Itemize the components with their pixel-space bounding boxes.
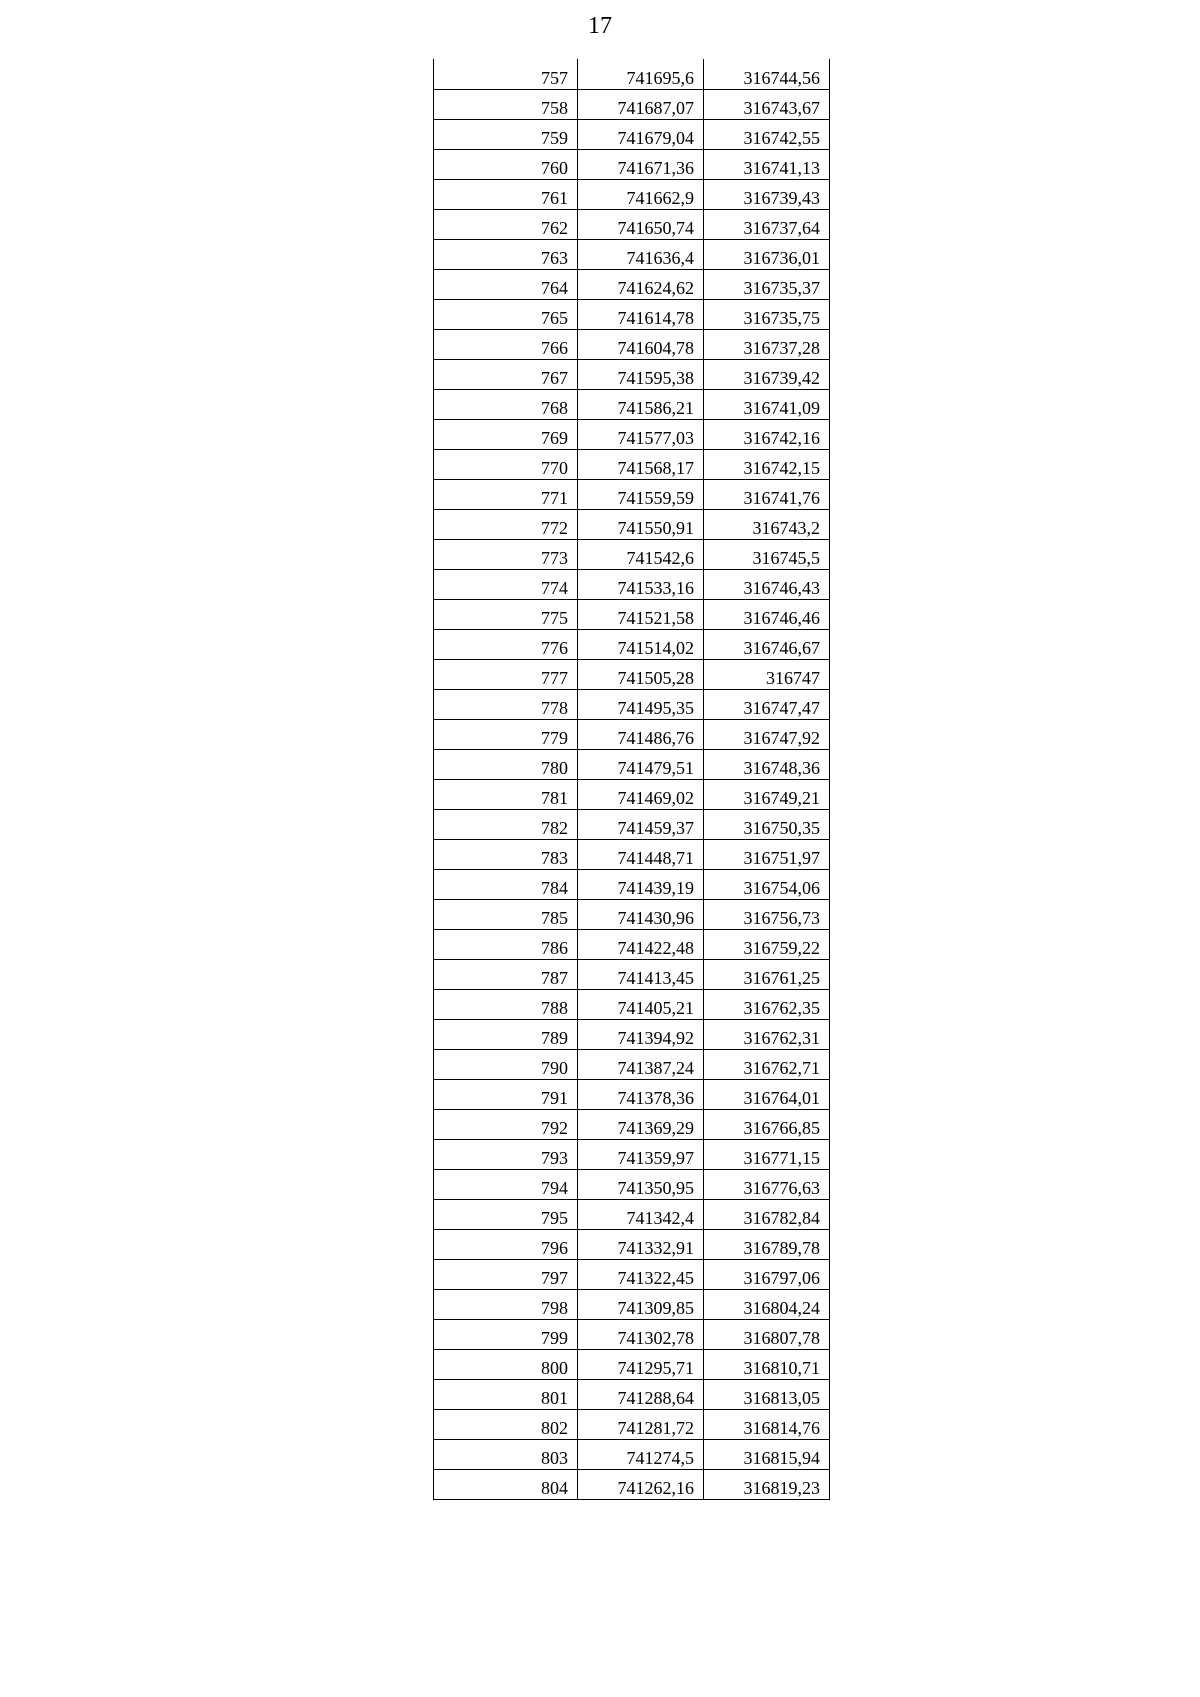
y-coordinate-cell: 316749,21: [704, 779, 830, 809]
point-number-cell: 758: [434, 89, 578, 119]
point-number-cell: 764: [434, 269, 578, 299]
table-row: [434, 779, 830, 809]
y-coordinate-cell: 316819,23: [704, 1469, 830, 1499]
y-coordinate-cell: 316747,47: [704, 689, 830, 719]
point-number-cell: 785: [434, 899, 578, 929]
point-number-cell: 775: [434, 599, 578, 629]
x-coordinate-cell: 741495,35: [578, 689, 704, 719]
point-number-cell: 801: [434, 1379, 578, 1409]
point-number-cell: 781: [434, 779, 578, 809]
x-coordinate-cell: 741624,62: [578, 269, 704, 299]
table-row: [434, 389, 830, 419]
y-coordinate-cell: 316762,31: [704, 1019, 830, 1049]
y-coordinate-cell: 316750,35: [704, 809, 830, 839]
y-coordinate-cell: 316735,75: [704, 299, 830, 329]
table-row: [434, 1379, 830, 1409]
x-coordinate-cell: 741521,58: [578, 599, 704, 629]
table-row: [434, 1049, 830, 1079]
y-coordinate-cell: 316813,05: [704, 1379, 830, 1409]
x-coordinate-cell: 741322,45: [578, 1259, 704, 1289]
table-row: [434, 1079, 830, 1109]
point-number-cell: 802: [434, 1409, 578, 1439]
table-row: [434, 479, 830, 509]
x-coordinate-cell: 741332,91: [578, 1229, 704, 1259]
table-row: [434, 569, 830, 599]
x-coordinate-cell: 741469,02: [578, 779, 704, 809]
point-number-cell: 778: [434, 689, 578, 719]
point-number-cell: 759: [434, 119, 578, 149]
table-row: [434, 1109, 830, 1139]
x-coordinate-cell: 741422,48: [578, 929, 704, 959]
table-row: [434, 539, 830, 569]
y-coordinate-cell: 316815,94: [704, 1439, 830, 1469]
y-coordinate-cell: 316742,15: [704, 449, 830, 479]
point-number-cell: 796: [434, 1229, 578, 1259]
point-number-cell: 788: [434, 989, 578, 1019]
point-number-cell: 770: [434, 449, 578, 479]
point-number-cell: 790: [434, 1049, 578, 1079]
point-number-cell: 794: [434, 1169, 578, 1199]
x-coordinate-cell: 741614,78: [578, 299, 704, 329]
y-coordinate-cell: 316741,76: [704, 479, 830, 509]
x-coordinate-cell: 741413,45: [578, 959, 704, 989]
table-row: [434, 869, 830, 899]
y-coordinate-cell: 316741,13: [704, 149, 830, 179]
point-number-cell: 800: [434, 1349, 578, 1379]
y-coordinate-cell: 316748,36: [704, 749, 830, 779]
table-row: [434, 269, 830, 299]
x-coordinate-cell: 741550,91: [578, 509, 704, 539]
y-coordinate-cell: 316810,71: [704, 1349, 830, 1379]
point-number-cell: 786: [434, 929, 578, 959]
x-coordinate-cell: 741405,21: [578, 989, 704, 1019]
table-row: [434, 89, 830, 119]
y-coordinate-cell: 316804,24: [704, 1289, 830, 1319]
point-number-cell: 795: [434, 1199, 578, 1229]
table-row: [434, 449, 830, 479]
x-coordinate-cell: 741359,97: [578, 1139, 704, 1169]
point-number-cell: 791: [434, 1079, 578, 1109]
y-coordinate-cell: 316746,67: [704, 629, 830, 659]
y-coordinate-cell: 316764,01: [704, 1079, 830, 1109]
y-coordinate-cell: 316743,2: [704, 509, 830, 539]
table-row: [434, 1199, 830, 1229]
point-number-cell: 774: [434, 569, 578, 599]
x-coordinate-cell: 741636,4: [578, 239, 704, 269]
table-row: [434, 959, 830, 989]
table-row: [434, 689, 830, 719]
table-row: [434, 209, 830, 239]
y-coordinate-cell: 316762,35: [704, 989, 830, 1019]
point-number-cell: 766: [434, 329, 578, 359]
y-coordinate-cell: 316807,78: [704, 1319, 830, 1349]
y-coordinate-cell: 316743,67: [704, 89, 830, 119]
point-number-cell: 784: [434, 869, 578, 899]
x-coordinate-cell: 741288,64: [578, 1379, 704, 1409]
table-row: [434, 1019, 830, 1049]
table-row: [434, 299, 830, 329]
point-number-cell: 768: [434, 389, 578, 419]
table-row: [434, 599, 830, 629]
table-row: [434, 1319, 830, 1349]
table-row: [434, 1469, 830, 1499]
table-row: [434, 149, 830, 179]
x-coordinate-cell: 741568,17: [578, 449, 704, 479]
x-coordinate-cell: 741586,21: [578, 389, 704, 419]
y-coordinate-cell: 316742,16: [704, 419, 830, 449]
point-number-cell: 804: [434, 1469, 578, 1499]
table-row: [434, 239, 830, 269]
table-row: [434, 179, 830, 209]
point-number-cell: 763: [434, 239, 578, 269]
table-row: [434, 989, 830, 1019]
y-coordinate-cell: 316761,25: [704, 959, 830, 989]
x-coordinate-cell: 741650,74: [578, 209, 704, 239]
point-number-cell: 792: [434, 1109, 578, 1139]
point-number-cell: 769: [434, 419, 578, 449]
y-coordinate-cell: 316759,22: [704, 929, 830, 959]
y-coordinate-cell: 316742,55: [704, 119, 830, 149]
x-coordinate-cell: 741486,76: [578, 719, 704, 749]
y-coordinate-cell: 316776,63: [704, 1169, 830, 1199]
table-row: [434, 929, 830, 959]
point-number-cell: 787: [434, 959, 578, 989]
x-coordinate-cell: 741295,71: [578, 1349, 704, 1379]
table-row: [434, 59, 830, 89]
y-coordinate-cell: 316746,46: [704, 599, 830, 629]
table-row: [434, 359, 830, 389]
point-number-cell: 773: [434, 539, 578, 569]
coordinates-table: [433, 59, 830, 1500]
x-coordinate-cell: 741505,28: [578, 659, 704, 689]
point-number-cell: 777: [434, 659, 578, 689]
x-coordinate-cell: 741679,04: [578, 119, 704, 149]
table-row: [434, 749, 830, 779]
x-coordinate-cell: 741671,36: [578, 149, 704, 179]
x-coordinate-cell: 741262,16: [578, 1469, 704, 1499]
point-number-cell: 761: [434, 179, 578, 209]
y-coordinate-cell: 316814,76: [704, 1409, 830, 1439]
y-coordinate-cell: 316736,01: [704, 239, 830, 269]
table-row: [434, 1409, 830, 1439]
table-row: [434, 329, 830, 359]
x-coordinate-cell: 741369,29: [578, 1109, 704, 1139]
x-coordinate-cell: 741378,36: [578, 1079, 704, 1109]
x-coordinate-cell: 741533,16: [578, 569, 704, 599]
point-number-cell: 776: [434, 629, 578, 659]
coordinates-table-body: [434, 59, 830, 1499]
x-coordinate-cell: 741542,6: [578, 539, 704, 569]
x-coordinate-cell: 741448,71: [578, 839, 704, 869]
table-row: [434, 509, 830, 539]
x-coordinate-cell: 741274,5: [578, 1439, 704, 1469]
x-coordinate-cell: 741394,92: [578, 1019, 704, 1049]
y-coordinate-cell: 316744,56: [704, 59, 830, 89]
table-row: [434, 1169, 830, 1199]
point-number-cell: 782: [434, 809, 578, 839]
y-coordinate-cell: 316735,37: [704, 269, 830, 299]
x-coordinate-cell: 741559,59: [578, 479, 704, 509]
point-number-cell: 803: [434, 1439, 578, 1469]
x-coordinate-cell: 741350,95: [578, 1169, 704, 1199]
table-row: [434, 1439, 830, 1469]
table-row: [434, 1289, 830, 1319]
y-coordinate-cell: 316747: [704, 659, 830, 689]
y-coordinate-cell: 316789,78: [704, 1229, 830, 1259]
y-coordinate-cell: 316762,71: [704, 1049, 830, 1079]
x-coordinate-cell: 741342,4: [578, 1199, 704, 1229]
x-coordinate-cell: 741662,9: [578, 179, 704, 209]
x-coordinate-cell: 741577,03: [578, 419, 704, 449]
table-row: [434, 1349, 830, 1379]
table-row: [434, 1139, 830, 1169]
x-coordinate-cell: 741430,96: [578, 899, 704, 929]
x-coordinate-cell: 741439,19: [578, 869, 704, 899]
y-coordinate-cell: 316745,5: [704, 539, 830, 569]
x-coordinate-cell: 741479,51: [578, 749, 704, 779]
point-number-cell: 797: [434, 1259, 578, 1289]
table-row: [434, 659, 830, 689]
table-row: [434, 419, 830, 449]
y-coordinate-cell: 316771,15: [704, 1139, 830, 1169]
y-coordinate-cell: 316741,09: [704, 389, 830, 419]
point-number-cell: 762: [434, 209, 578, 239]
y-coordinate-cell: 316747,92: [704, 719, 830, 749]
point-number-cell: 780: [434, 749, 578, 779]
y-coordinate-cell: 316797,06: [704, 1259, 830, 1289]
y-coordinate-cell: 316737,28: [704, 329, 830, 359]
x-coordinate-cell: 741302,78: [578, 1319, 704, 1349]
table-row: [434, 719, 830, 749]
x-coordinate-cell: 741309,85: [578, 1289, 704, 1319]
point-number-cell: 760: [434, 149, 578, 179]
point-number-cell: 771: [434, 479, 578, 509]
point-number-cell: 757: [434, 59, 578, 89]
y-coordinate-cell: 316739,43: [704, 179, 830, 209]
y-coordinate-cell: 316754,06: [704, 869, 830, 899]
y-coordinate-cell: 316746,43: [704, 569, 830, 599]
point-number-cell: 799: [434, 1319, 578, 1349]
x-coordinate-cell: 741459,37: [578, 809, 704, 839]
point-number-cell: 767: [434, 359, 578, 389]
point-number-cell: 783: [434, 839, 578, 869]
table-row: [434, 1229, 830, 1259]
y-coordinate-cell: 316739,42: [704, 359, 830, 389]
y-coordinate-cell: 316766,85: [704, 1109, 830, 1139]
x-coordinate-cell: 741604,78: [578, 329, 704, 359]
point-number-cell: 772: [434, 509, 578, 539]
x-coordinate-cell: 741595,38: [578, 359, 704, 389]
x-coordinate-cell: 741687,07: [578, 89, 704, 119]
table-row: [434, 629, 830, 659]
y-coordinate-cell: 316756,73: [704, 899, 830, 929]
table-row: [434, 839, 830, 869]
point-number-cell: 793: [434, 1139, 578, 1169]
point-number-cell: 789: [434, 1019, 578, 1049]
y-coordinate-cell: 316751,97: [704, 839, 830, 869]
table-row: [434, 899, 830, 929]
point-number-cell: 779: [434, 719, 578, 749]
point-number-cell: 798: [434, 1289, 578, 1319]
y-coordinate-cell: 316782,84: [704, 1199, 830, 1229]
x-coordinate-cell: 741514,02: [578, 629, 704, 659]
x-coordinate-cell: 741387,24: [578, 1049, 704, 1079]
x-coordinate-cell: 741281,72: [578, 1409, 704, 1439]
table-row: [434, 809, 830, 839]
table-row: [434, 1259, 830, 1289]
point-number-cell: 765: [434, 299, 578, 329]
y-coordinate-cell: 316737,64: [704, 209, 830, 239]
x-coordinate-cell: 741695,6: [578, 59, 704, 89]
page-number: 17: [588, 13, 612, 39]
table-row: [434, 119, 830, 149]
